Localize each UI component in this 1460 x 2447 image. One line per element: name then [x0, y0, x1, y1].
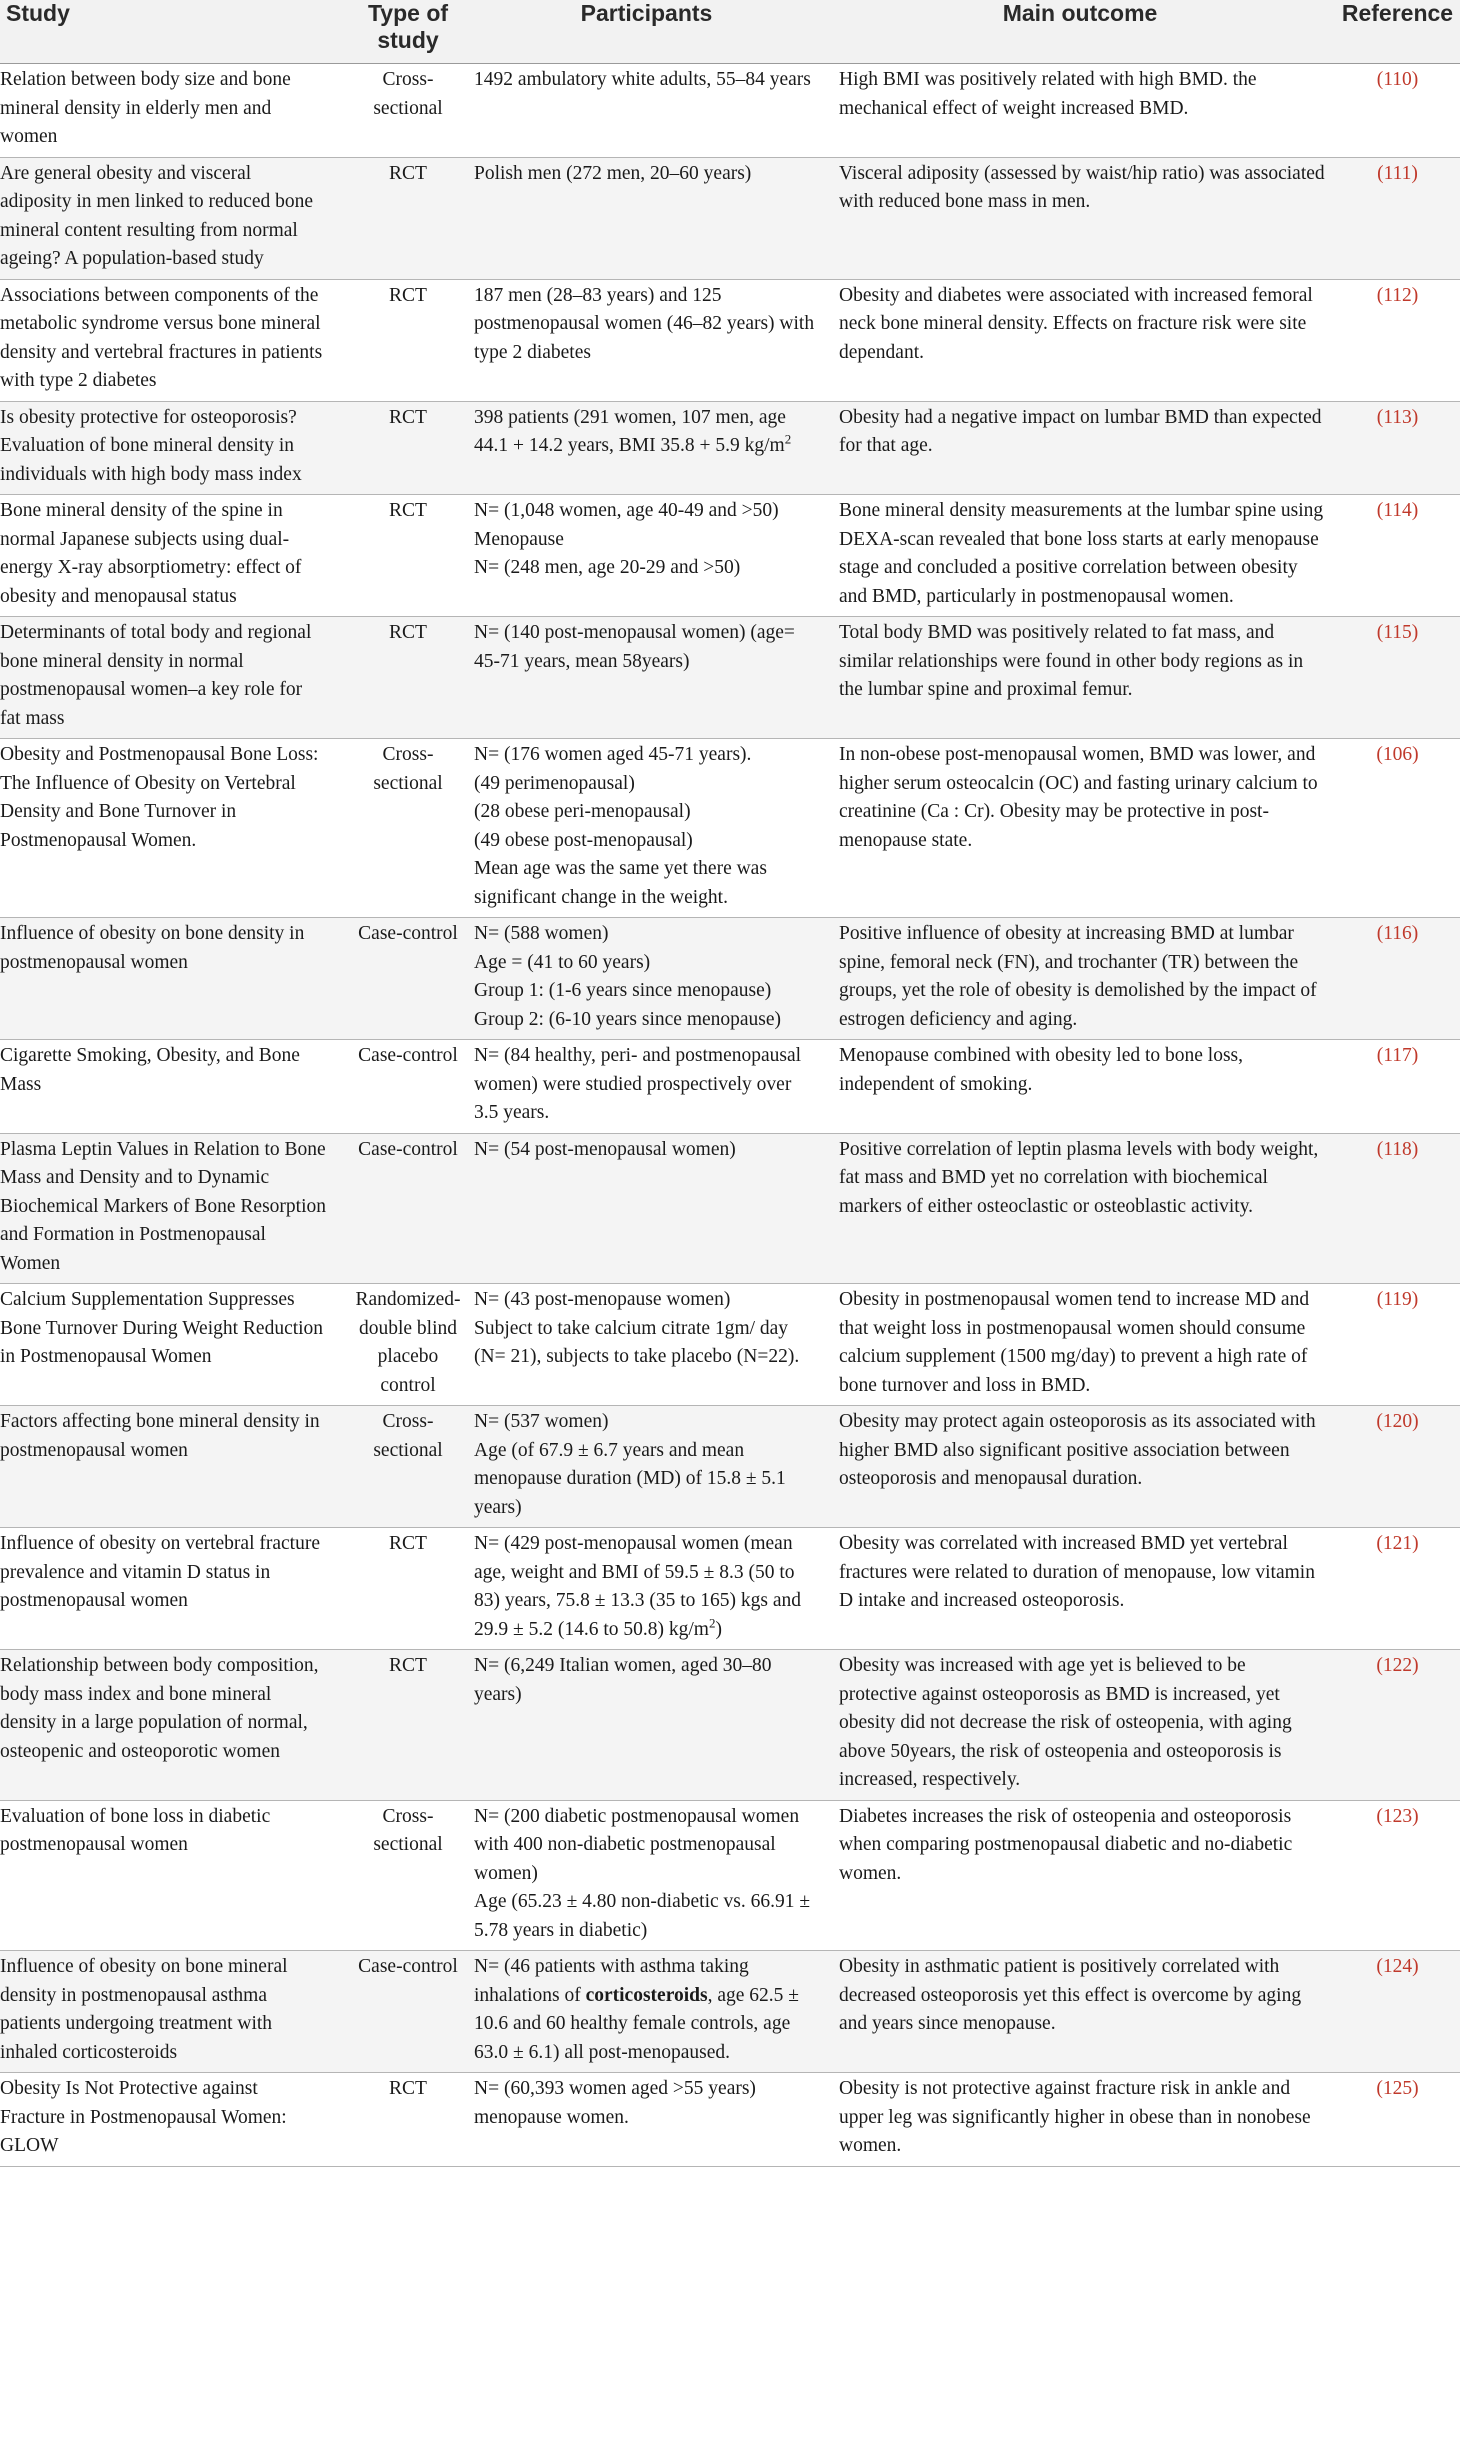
participants-line [474, 1006, 815, 1035]
study-type-cell-text: RCT [389, 1533, 427, 1554]
participants-line [474, 619, 815, 676]
header-main-outcome: Main outcome [825, 0, 1335, 64]
participants-line [474, 66, 815, 95]
table-row [0, 1650, 1460, 1801]
participants-text: Group 2: (6-10 years since menopause) [474, 1008, 782, 1030]
main-outcome-cell [825, 617, 1335, 739]
study-title-cell-text: Factors affecting bone mineral density in postmenopausal women [0, 1411, 320, 1461]
study-title-cell [0, 617, 348, 739]
study-type-cell-text: RCT [389, 2078, 427, 2099]
reference-link-text[interactable]: (111) [1377, 162, 1418, 184]
study-type-cell-text: Case-control [358, 1956, 458, 1977]
study-type-cell [348, 495, 468, 617]
study-title-cell-text: Relation between body size and bone mineral density in elderly men and women [0, 69, 291, 147]
study-title-cell [0, 279, 348, 401]
main-outcome-cell-text: Diabetes increases the risk of osteopenia and osteoporosis when comparing postmenopausal diabetic and no-diabetic women. [839, 1805, 1293, 1884]
participants-text: Mean age was the same yet there was significant change in the weight. [474, 858, 767, 908]
participants-cell [468, 918, 825, 1040]
participants-line [474, 1437, 815, 1523]
participants-line [474, 1136, 815, 1165]
study-title-cell [0, 1040, 348, 1134]
study-title-cell [0, 2073, 348, 2167]
study-title-cell [0, 157, 348, 279]
table-row [0, 1284, 1460, 1406]
header-reference: Reference [1335, 0, 1460, 64]
participants-text: Menopause [474, 528, 564, 550]
participants-line [474, 282, 815, 368]
main-outcome-cell [825, 1528, 1335, 1650]
table-row [0, 1800, 1460, 1951]
reference-link-text[interactable]: (125) [1376, 2078, 1419, 2099]
participants-line [474, 949, 815, 978]
participants-cell [468, 1284, 825, 1406]
participants-text: N= (46 patients with asthma taking inhalations of [474, 1956, 749, 2006]
main-outcome-cell-text: Visceral adiposity (assessed by waist/hip ratio) was associated with reduced bone mass in men. [839, 162, 1325, 212]
table-row [0, 157, 1460, 279]
study-title-cell [0, 1528, 348, 1650]
participants-cell [468, 1406, 825, 1528]
participants-cell [468, 64, 825, 158]
study-type-cell [348, 64, 468, 158]
study-title-cell [0, 1800, 348, 1951]
participants-text: N= (140 post-menopausal women) (age= 45-71 years, mean 58years) [474, 622, 795, 672]
study-title-cell-text: Obesity Is Not Protective against Fracture in Postmenopausal Women: GLOW [0, 2078, 287, 2156]
participants-text: N= (1,048 women, age 40-49 and >50) [474, 500, 779, 521]
participants-cell [468, 1800, 825, 1951]
study-type-cell [348, 2073, 468, 2167]
participants-text: N= (6,249 Italian women, aged 30–80 years) [474, 1655, 772, 1705]
study-title-cell-text: Associations between components of the metabolic syndrome versus bone mineral density and vertebral fractures in patients with type 2 diabetes [0, 284, 323, 391]
main-outcome-cell [825, 918, 1335, 1040]
participants-text: N= (54 post-menopausal women) [474, 1138, 736, 1160]
study-type-cell-text: Randomized-double blind placebo control [355, 1289, 461, 1396]
table-row [0, 1528, 1460, 1650]
main-outcome-cell-text: In non-obese post-menopausal women, BMD was lower, and higher serum osteocalcin (OC) and fasting urinary calcium to creatinine (Ca : Cr). Obesity may be protective in post-menopause state. [839, 744, 1318, 851]
main-outcome-cell [825, 1406, 1335, 1528]
participants-line [474, 920, 815, 949]
study-type-cell-text: RCT [389, 162, 427, 184]
participants-line [474, 1652, 815, 1709]
study-title-cell [0, 1951, 348, 2073]
reference-link[interactable] [1335, 1650, 1460, 1801]
participants-line [474, 827, 815, 856]
main-outcome-cell-text: Obesity may protect again osteoporosis as its associated with higher BMD also significant positive association between osteoporosis and menopausal duration. [839, 1411, 1316, 1489]
participants-cell [468, 279, 825, 401]
participants-line [474, 1888, 815, 1945]
participants-text: (49 obese post-menopausal) [474, 829, 693, 851]
participants-line [474, 855, 815, 912]
reference-link[interactable] [1335, 279, 1460, 401]
participants-text: Age (65.23 ± 4.80 non-diabetic vs. 66.91 ± 5.78 years in diabetic) [474, 1891, 811, 1941]
study-title-cell [0, 1284, 348, 1406]
participants-text: 398 patients (291 women, 107 men, age 44.1 + 14.2 years, BMI 35.8 + 5.9 kg/m [474, 406, 786, 456]
participants-text: N= (537 women) [474, 1411, 609, 1432]
study-type-cell-text: RCT [389, 284, 427, 306]
study-title-cell [0, 1133, 348, 1284]
participants-line [474, 1408, 815, 1437]
reference-link-text[interactable]: (110) [1376, 69, 1419, 90]
study-title-cell [0, 918, 348, 1040]
reference-link-text[interactable]: (114) [1376, 500, 1419, 521]
table-row [0, 1133, 1460, 1284]
table-row [0, 2073, 1460, 2167]
participants-cell [468, 1040, 825, 1134]
reference-link[interactable] [1335, 739, 1460, 918]
reference-link[interactable] [1335, 1133, 1460, 1284]
participants-cell [468, 157, 825, 279]
study-type-cell [348, 157, 468, 279]
reference-link-text[interactable]: (119) [1376, 1289, 1419, 1310]
participants-text: N= (588 women) [474, 923, 609, 944]
superscript-exponent: 2 [784, 431, 792, 447]
main-outcome-cell [825, 64, 1335, 158]
reference-link-text[interactable]: (116) [1376, 923, 1419, 944]
study-title-cell-text: Influence of obesity on bone density in postmenopausal women [0, 923, 305, 973]
study-type-cell-text: Cross-sectional [373, 1805, 443, 1855]
main-outcome-cell-text: Obesity and diabetes were associated with increased femoral neck bone mineral density. Effects on fracture risk were site dependant. [839, 284, 1313, 363]
main-outcome-cell-text: Obesity is not protective against fracture risk in ankle and upper leg was significantly higher in obese than in nonobese women. [839, 2078, 1311, 2156]
participants-line [474, 404, 815, 461]
study-title-cell-text: Bone mineral density of the spine in normal Japanese subjects using dual-energy X-ray absorptiometry: effect of obesity and menopausal status [0, 500, 302, 607]
study-title-cell-text: Obesity and Postmenopausal Bone Loss: The Influence of Obesity on Vertebral Density and Bone Turnover in Postmenopausal Women. [0, 744, 319, 851]
table-header [0, 0, 1460, 64]
participants-line [474, 160, 815, 189]
study-title-cell-text: Are general obesity and visceral adiposity in men linked to reduced bone mineral content resulting from normal ageing? A population-based study [0, 162, 314, 269]
participants-text: N= (429 post-menopausal women (mean age, weight and BMI of 59.5 ± 8.3 (50 to 83) years, 75.8 ± 13.3 (35 to 165) kgs and 29.9 ± 5.2 (14.6 to 50.8) kg/m [474, 1533, 801, 1640]
reference-link[interactable] [1335, 1284, 1460, 1406]
participants-cell [468, 1528, 825, 1650]
main-outcome-cell [825, 401, 1335, 495]
study-title-cell [0, 401, 348, 495]
participants-cell [468, 617, 825, 739]
header-type-of-study: Type of study [348, 0, 468, 64]
main-outcome-cell [825, 1284, 1335, 1406]
participants-cell [468, 1951, 825, 2073]
study-type-cell [348, 1284, 468, 1406]
participants-line [474, 770, 815, 799]
participants-text: 1492 ambulatory white adults, 55–84 years [474, 69, 811, 90]
table-row [0, 1951, 1460, 2073]
reference-link[interactable] [1335, 1528, 1460, 1650]
participants-line [474, 977, 815, 1006]
participants-text: N= (200 diabetic postmenopausal women with 400 non-diabetic postmenopausal women) [474, 1805, 800, 1884]
study-title-cell-text: Calcium Supplementation Suppresses Bone Turnover During Weight Reduction in Postmenopausal Women [0, 1289, 324, 1367]
study-type-cell-text: RCT [389, 500, 427, 521]
reference-link[interactable] [1335, 1951, 1460, 2073]
study-title-cell-text: Relationship between body composition, body mass index and bone mineral density in a large population of normal, osteopenic and osteoporotic women [0, 1655, 319, 1762]
main-outcome-cell [825, 279, 1335, 401]
study-title-cell-text: Influence of obesity on bone mineral density in postmenopausal asthma patients undergoing treatment with inhaled corticosteroids [0, 1956, 288, 2063]
reference-link[interactable] [1335, 1040, 1460, 1134]
table-body [0, 64, 1460, 2167]
participants-line [474, 497, 815, 526]
study-type-cell [348, 918, 468, 1040]
participants-line [474, 1530, 815, 1644]
main-outcome-cell-text: Bone mineral density measurements at the lumbar spine using DEXA-scan revealed that bone loss starts at early menopause stage and concluded a positive correlation between obesity and BMD, particularly in postmenopausal women. [839, 500, 1324, 607]
reference-link[interactable] [1335, 2073, 1460, 2167]
main-outcome-cell-text: Obesity was increased with age yet is believed to be protective against osteoporosis as BMD is increased, yet obesity did not decrease the risk of osteopenia, with aging above 50years, the risk of osteopenia and osteoporosis is increased, respectively. [839, 1655, 1292, 1790]
main-outcome-cell [825, 1800, 1335, 1951]
reference-link-text[interactable]: (113) [1376, 406, 1419, 428]
participants-text: N= (84 healthy, peri- and postmenopausal women) were studied prospectively over 3.5 years. [474, 1045, 802, 1123]
reference-link-text[interactable]: (118) [1376, 1138, 1419, 1160]
participants-line [474, 1315, 815, 1372]
study-title-cell [0, 495, 348, 617]
table-row [0, 401, 1460, 495]
study-title-cell-text: Evaluation of bone loss in diabetic postmenopausal women [0, 1805, 271, 1855]
participants-cell [468, 401, 825, 495]
main-outcome-cell-text: Obesity had a negative impact on lumbar BMD than expected for that age. [839, 406, 1322, 456]
reference-link[interactable] [1335, 64, 1460, 158]
participants-text: N= (176 women aged 45-71 years). [474, 744, 752, 765]
participants-line [474, 741, 815, 770]
study-type-cell [348, 279, 468, 401]
study-type-cell [348, 1650, 468, 1801]
study-type-cell [348, 1040, 468, 1134]
study-type-cell-text: Case-control [358, 1138, 458, 1160]
study-type-cell [348, 1133, 468, 1284]
participants-keyword-bold: corticosteroids [585, 1984, 708, 2006]
participants-text: Subject to take calcium citrate 1gm/ day (N= 21), subjects to take placebo (N=22). [474, 1317, 800, 1367]
reference-link[interactable] [1335, 157, 1460, 279]
study-type-cell-text: RCT [389, 622, 427, 643]
study-type-cell [348, 401, 468, 495]
study-type-cell-text: RCT [389, 1655, 427, 1676]
participants-text: N= (60,393 women aged >55 years) menopause women. [474, 2078, 756, 2128]
reference-link-text[interactable]: (122) [1376, 1655, 1419, 1676]
participants-line [474, 1042, 815, 1128]
study-type-cell-text: Case-control [358, 1045, 458, 1066]
main-outcome-cell-text: Menopause combined with obesity led to bone loss, independent of smoking. [839, 1045, 1244, 1095]
participants-text: N= (248 men, age 20-29 and >50) [474, 557, 741, 578]
participants-text: (28 obese peri-menopausal) [474, 801, 691, 822]
study-title-cell [0, 64, 348, 158]
participants-text: Polish men (272 men, 20–60 years) [474, 162, 752, 184]
participants-text: , age 62.5 ± 10.6 and 60 healthy female controls, age 63.0 ± 6.1) all post-menopaused. [474, 1984, 799, 2063]
study-type-cell-text: Cross-sectional [373, 69, 443, 119]
main-outcome-cell-text: Positive influence of obesity at increasing BMD at lumbar spine, femoral neck (FN), and trochanter (TR) between the groups, yet the role of obesity is demolished by the impact of estrogen deficiency and aging. [839, 923, 1317, 1030]
main-outcome-cell [825, 739, 1335, 918]
study-title-cell-text: Cigarette Smoking, Obesity, and Bone Mass [0, 1045, 300, 1095]
participants-line [474, 1803, 815, 1889]
study-title-cell-text: Is obesity protective for osteoporosis? Evaluation of bone mineral density in individuals with high body mass index [0, 406, 302, 485]
reference-link[interactable] [1335, 495, 1460, 617]
reference-link[interactable] [1335, 617, 1460, 739]
participants-text: Group 1: (1-6 years since menopause) [474, 980, 772, 1001]
table-row [0, 918, 1460, 1040]
participants-cell [468, 1650, 825, 1801]
study-type-cell-text: Cross-sectional [373, 744, 443, 794]
reference-link-text[interactable]: (112) [1376, 284, 1419, 306]
header-row [0, 0, 1460, 64]
participants-text: 187 men (28–83 years) and 125 postmenopausal women (46–82 years) with type 2 diabetes [474, 284, 815, 363]
main-outcome-cell [825, 2073, 1335, 2167]
participants-cell [468, 2073, 825, 2167]
reference-link-text[interactable]: (121) [1376, 1533, 1419, 1554]
study-type-cell [348, 1951, 468, 2073]
study-type-cell-text: RCT [389, 406, 427, 428]
header-study: Study [0, 0, 348, 64]
reference-link-text[interactable]: (106) [1376, 744, 1419, 765]
header-participants: Participants [468, 0, 825, 64]
main-outcome-cell-text: Total body BMD was positively related to fat mass, and similar relationships were found in other body regions as in the lumbar spine and proximal femur. [839, 622, 1304, 700]
reference-link-text[interactable]: (123) [1376, 1805, 1419, 1827]
study-title-cell-text: Influence of obesity on vertebral fracture prevalence and vitamin D status in postmenopausal women [0, 1533, 320, 1611]
participants-line [474, 554, 815, 583]
participants-line [474, 526, 815, 555]
study-type-cell [348, 617, 468, 739]
main-outcome-cell [825, 1040, 1335, 1134]
main-outcome-cell-text: High BMI was positively related with high BMD. the mechanical effect of weight increased BMD. [839, 69, 1257, 119]
reference-link[interactable] [1335, 1800, 1460, 1951]
main-outcome-cell-text: Positive correlation of leptin plasma levels with body weight, fat mass and BMD yet no correlation with biochemical markers of either osteoclastic or osteoblastic activity. [839, 1138, 1319, 1217]
study-title-cell-text: Determinants of total body and regional bone mineral density in normal postmenopausal women–a key role for fat mass [0, 622, 312, 729]
reference-link-text[interactable]: (124) [1376, 1956, 1419, 1977]
participants-cell [468, 1133, 825, 1284]
reference-link-text[interactable]: (115) [1376, 622, 1419, 643]
reference-link[interactable] [1335, 1406, 1460, 1528]
table-row [0, 279, 1460, 401]
participants-line [474, 2075, 815, 2132]
table-row [0, 1406, 1460, 1528]
main-outcome-cell [825, 157, 1335, 279]
participants-tail: ) [715, 1618, 722, 1640]
participants-text: Age = (41 to 60 years) [474, 951, 651, 973]
study-type-cell-text: Cross-sectional [373, 1411, 443, 1461]
table-row [0, 1040, 1460, 1134]
study-title-cell [0, 1650, 348, 1801]
study-title-cell [0, 739, 348, 918]
table-row [0, 739, 1460, 918]
main-outcome-cell [825, 495, 1335, 617]
study-type-cell [348, 1528, 468, 1650]
reference-link-text[interactable]: (120) [1376, 1411, 1419, 1432]
participants-line [474, 1286, 815, 1315]
reference-link[interactable] [1335, 401, 1460, 495]
main-outcome-cell [825, 1650, 1335, 1801]
participants-cell [468, 739, 825, 918]
main-outcome-cell [825, 1133, 1335, 1284]
reference-link-text[interactable]: (117) [1376, 1045, 1419, 1066]
study-type-cell-text: Case-control [358, 923, 458, 944]
study-type-cell [348, 739, 468, 918]
table-row [0, 64, 1460, 158]
participants-text: (49 perimenopausal) [474, 772, 635, 794]
participants-cell [468, 495, 825, 617]
study-type-cell [348, 1800, 468, 1951]
reference-link[interactable] [1335, 918, 1460, 1040]
participants-line [474, 798, 815, 827]
participants-text: Age (of 67.9 ± 6.7 years and mean menopause duration (MD) of 15.8 ± 5.1 years) [474, 1439, 786, 1518]
table-row [0, 617, 1460, 739]
table-row [0, 495, 1460, 617]
study-type-cell [348, 1406, 468, 1528]
superscript-exponent: 2 [708, 1615, 716, 1630]
study-title-cell-text: Plasma Leptin Values in Relation to Bone Mass and Density and to Dynamic Biochemical Markers of Bone Resorption and Formation in Postmenopausal Women [0, 1138, 327, 1274]
main-outcome-cell-text: Obesity in postmenopausal women tend to increase MD and that weight loss in postmenopausal women should consume calcium supplement (1500 mg/day) to prevent a high rate of bone turnover and loss in BMD. [839, 1289, 1310, 1396]
main-outcome-cell [825, 1951, 1335, 2073]
study-title-cell [0, 1406, 348, 1528]
main-outcome-cell-text: Obesity was correlated with increased BMD yet vertebral fractures were related to duration of menopause, low vitamin D intake and increased osteoporosis. [839, 1533, 1315, 1611]
main-outcome-cell-text: Obesity in asthmatic patient is positively correlated with decreased osteoporosis yet this effect is overcome by aging and years since menopause. [839, 1956, 1302, 2034]
participants-text: N= (43 post-menopause women) [474, 1289, 731, 1310]
